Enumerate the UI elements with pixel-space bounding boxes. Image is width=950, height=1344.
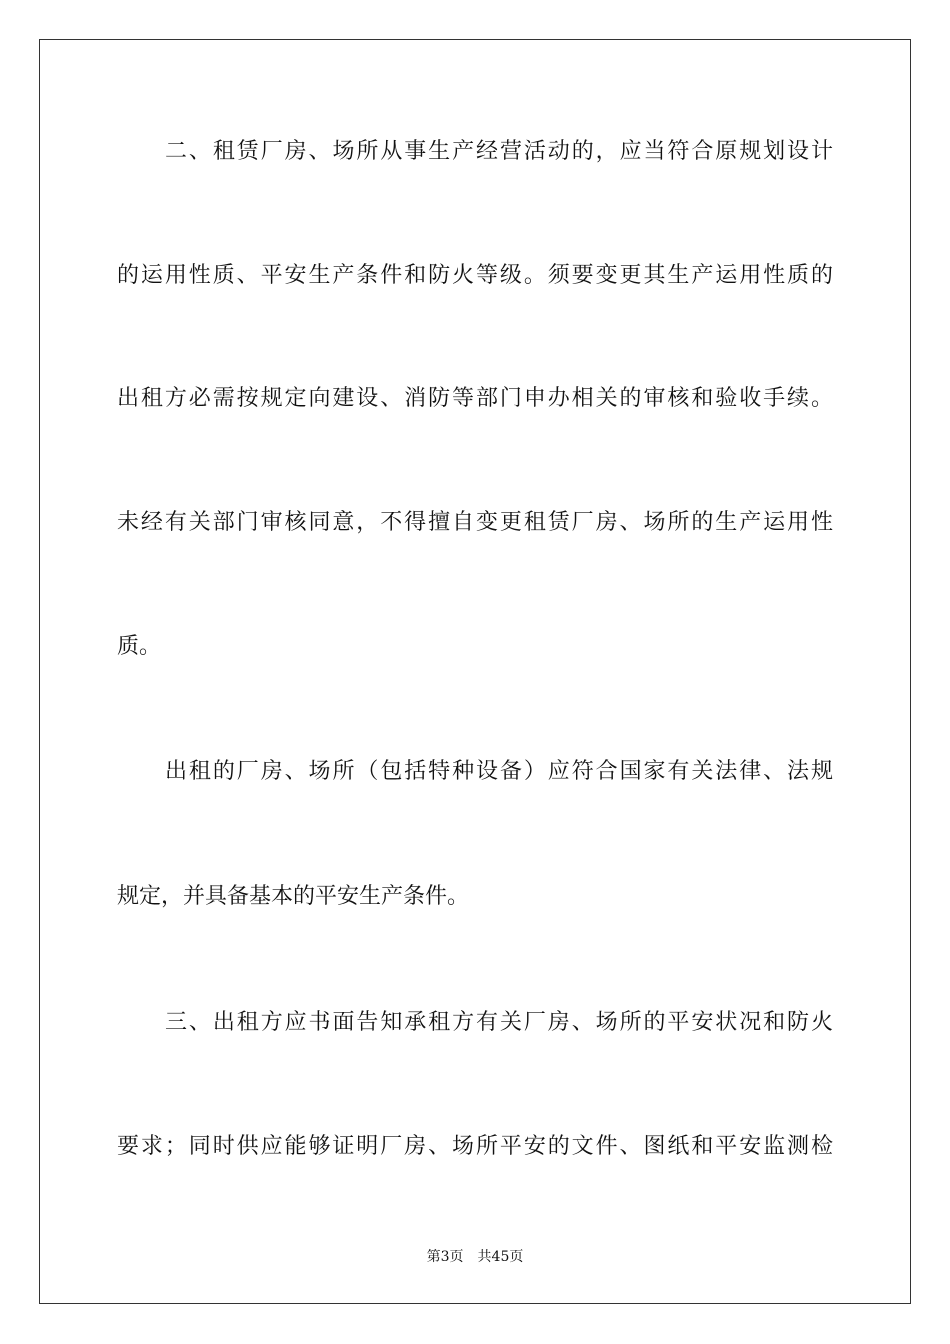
paragraph-line: 三、出租方应书面告知承租方有关厂房、场所的平安状况和防火 (165, 1010, 833, 1035)
paragraph-line: 要求；同时供应能够证明厂房、场所平安的文件、图纸和平安监测检 (117, 1134, 833, 1159)
paragraph-line: 未经有关部门审核同意，不得擅自变更租赁厂房、场所的生产运用性 (117, 510, 833, 535)
paragraph-line: 出租的厂房、场所（包括特种设备）应符合国家有关法律、法规 (165, 759, 833, 784)
page-number: 第3页 (426, 1249, 464, 1265)
page-total: 共45页 (477, 1249, 524, 1265)
paragraph-line: 的运用性质、平安生产条件和防火等级。须要变更其生产运用性质的 (117, 263, 833, 288)
page-footer (0, 1248, 950, 1266)
paragraph-line: 出租方必需按规定向建设、消防等部门申办相关的审核和验收手续。 (117, 386, 833, 411)
page-border (39, 39, 911, 1304)
paragraph-line: 规定，并具备基本的平安生产条件。 (117, 884, 470, 909)
paragraph-line: 二、租赁厂房、场所从事生产经营活动的，应当符合原规划设计 (165, 139, 833, 164)
paragraph-line: 质。 (117, 634, 162, 659)
